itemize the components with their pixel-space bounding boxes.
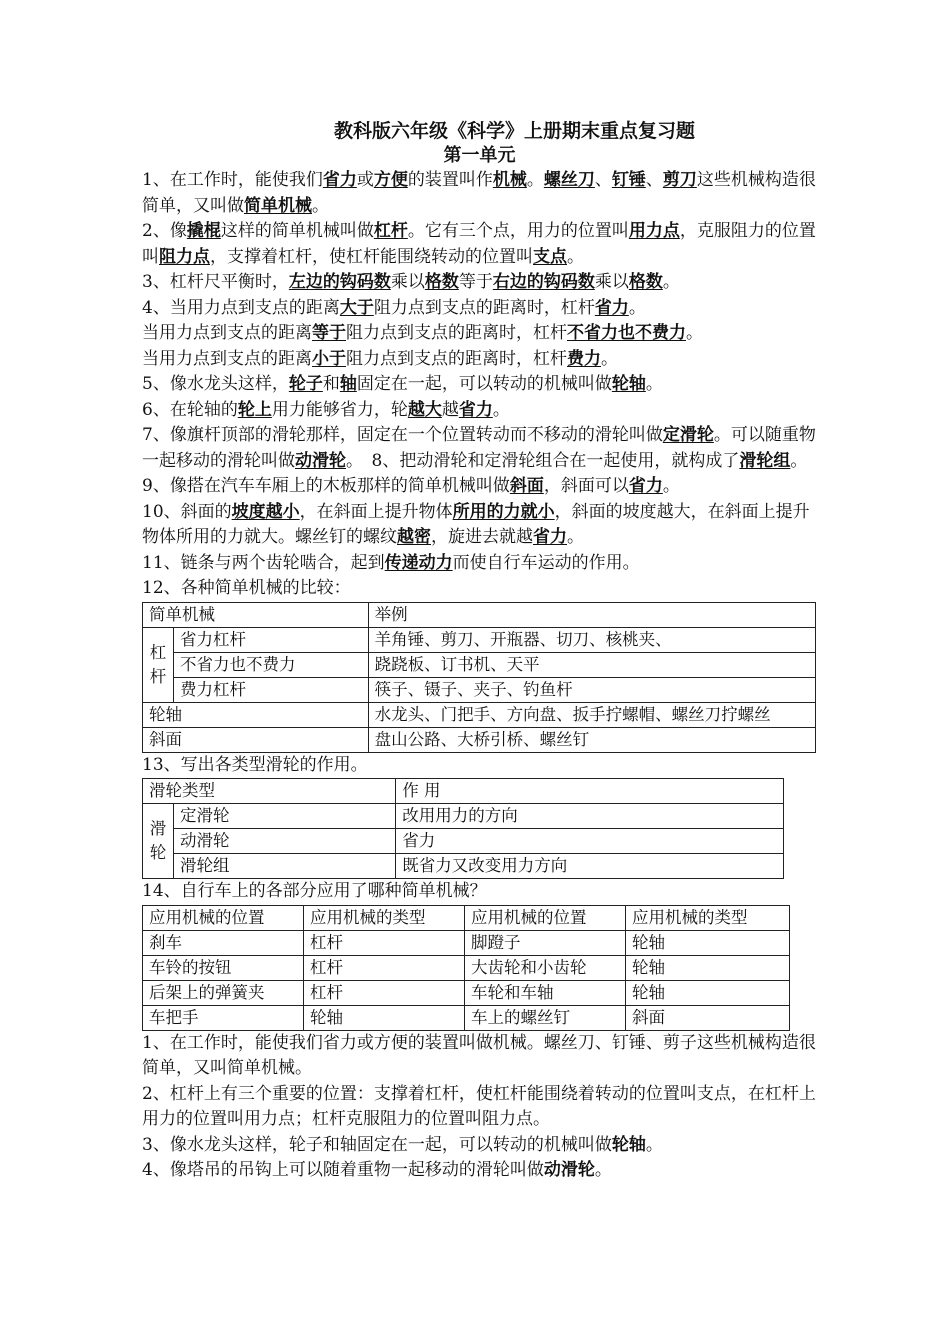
table-header-cell: 作 用 <box>396 779 784 804</box>
keyword: 螺丝刀 <box>543 170 595 190</box>
table-cell: 既省力又改变用力方向 <box>396 854 784 879</box>
keyword: 轮轴 <box>611 1134 646 1155</box>
review-3: 3、像水龙头这样，轮子和轴固定在一起，可以转动的机械叫做轮轴。 <box>142 1134 663 1155</box>
question-12: 12、各种简单机械的比较： <box>142 578 351 598</box>
table-cell: 改用用力的方向 <box>396 804 784 829</box>
table-cell: 大齿轮和小齿轮 <box>465 955 626 980</box>
keyword: 省力 <box>322 170 357 190</box>
table-row <box>143 727 816 752</box>
table-group-cell: 杠杆 <box>143 627 174 702</box>
keyword: 费力 <box>567 348 601 369</box>
table-cell: 轮轴 <box>143 702 369 727</box>
keyword: 格数 <box>424 272 459 292</box>
question-9: 9、像搭在汽车车厢上的木板那样的简单机械叫做斜面，斜面可以省力。 <box>142 476 680 496</box>
question-5: 5、像水龙头这样，轮子和轴固定在一起，可以转动的机械叫做轮轴。 <box>142 374 663 394</box>
table-cell: 轮轴 <box>626 980 790 1005</box>
table-row <box>143 829 784 854</box>
keyword: 简单机械 <box>244 195 312 216</box>
table-row <box>143 804 784 829</box>
keyword: 右边的钩码数 <box>492 272 595 292</box>
table-cell: 水龙头、门把手、方向盘、扳手拧螺帽、螺丝刀拧螺丝 <box>368 702 815 727</box>
table-cell: 车上的螺丝钉 <box>465 1005 626 1030</box>
keyword: 坡度越小 <box>231 501 300 522</box>
keyword: 动滑轮 <box>543 1160 595 1180</box>
question-4c: 当用力点到支点的距离小于阻力点到支点的距离时，杠杆费力。 <box>142 348 618 369</box>
table-cell: 杠杆 <box>304 930 465 955</box>
simple-machines-table <box>142 602 816 753</box>
table-cell: 费力杠杆 <box>174 677 369 702</box>
table-cell: 杠杆 <box>304 955 465 980</box>
keyword: 剪刀 <box>662 170 697 190</box>
keyword: 轴 <box>339 374 357 394</box>
table-cell: 省力 <box>396 829 784 854</box>
page-title: 教科版六年级《科学》上册期末重点复习题 <box>333 120 695 142</box>
question-1: 1、在工作时，能使我们省力或方便的装置叫作机械。螺丝刀、钉锤、剪刀这些机械构造很简单，又叫做简单机械。 <box>142 170 816 216</box>
keyword: 撬棍 <box>186 221 221 241</box>
table-row <box>143 702 816 727</box>
table-header-cell: 应用机械的类型 <box>626 905 790 930</box>
table-cell: 羊角锤、剪刀、开瓶器、切刀、核桃夹、 <box>368 627 815 652</box>
table-cell: 跷跷板、订书机、天平 <box>368 652 815 677</box>
table-row <box>143 652 816 677</box>
question-13: 13、写出各类型滑轮的作用。 <box>142 754 368 775</box>
question-11: 11、链条与两个齿轮啮合，起到传递动力而使自行车运动的作用。 <box>142 552 640 573</box>
table-cell: 车铃的按钮 <box>143 955 304 980</box>
question-4b: 当用力点到支点的距离等于阻力点到支点的距离时，杠杆不省力也不费力。 <box>142 323 703 343</box>
table-row <box>143 677 816 702</box>
table-cell: 轮轴 <box>626 955 790 980</box>
keyword: 所用的力就小 <box>452 501 555 522</box>
question-7-8: 7、像旗杆顶部的滑轮那样，固定在一个位置转动而不移动的滑轮叫做定滑轮。可以随重物一起移动的滑轮叫做动滑轮。 8、把动滑轮和定滑轮组合在一起使用，就构成了滑轮组。 <box>142 425 816 471</box>
keyword: 支点 <box>533 246 567 267</box>
table-cell: 后架上的弹簧夹 <box>143 980 304 1005</box>
document <box>142 118 817 1184</box>
table-cell: 车把手 <box>143 1005 304 1030</box>
keyword: 格数 <box>628 272 663 292</box>
keyword: 定滑轮 <box>662 425 714 445</box>
keyword: 用力点 <box>628 221 680 241</box>
keyword: 动滑轮 <box>295 450 346 471</box>
table-cell: 斜面 <box>143 727 369 752</box>
keyword: 省力 <box>628 476 663 496</box>
keyword: 钉锤 <box>611 170 646 190</box>
keyword: 大于 <box>339 297 374 318</box>
table-group-cell: 滑轮 <box>143 804 174 879</box>
keyword: 越密 <box>397 527 431 547</box>
table-header-row <box>143 905 790 930</box>
table-row <box>143 1005 790 1030</box>
table-header-cell: 举例 <box>368 602 815 627</box>
table-header-cell: 应用机械的位置 <box>465 905 626 930</box>
table-header-cell: 简单机械 <box>143 602 369 627</box>
pulley-table <box>142 778 784 879</box>
question-4a: 4、当用力点到支点的距离大于阻力点到支点的距离时，杠杆省力。 <box>142 297 646 318</box>
table-cell: 脚蹬子 <box>465 930 626 955</box>
table-cell: 轮轴 <box>304 1005 465 1030</box>
table-row <box>143 980 790 1005</box>
table-header-row <box>143 602 816 627</box>
keyword: 斜面 <box>509 476 544 496</box>
table-cell: 车轮和车轴 <box>465 980 626 1005</box>
keyword: 传递动力 <box>384 552 453 573</box>
keyword: 越大 <box>407 399 442 420</box>
table-cell: 定滑轮 <box>174 804 396 829</box>
keyword: 阻力点 <box>159 246 210 267</box>
table-row <box>143 930 790 955</box>
table-cell: 盘山公路、大桥引桥、螺丝钉 <box>368 727 815 752</box>
table-cell: 滑轮组 <box>174 854 396 879</box>
unit-heading: 第一单元 <box>443 145 516 166</box>
keyword: 省力 <box>533 527 567 547</box>
review-2: 2、杠杆上有三个重要的位置：支撑着杠杆，使杠杆能围绕着转动的位置叫支点，在杠杆上用力的位置叫用力点；杠杆克服阻力的位置叫阻力点。 <box>142 1083 816 1129</box>
review-1: 1、在工作时，能使我们省力或方便的装置叫做机械。螺丝刀、钉锤、剪子这些机械构造很简单，又叫简单机械。 <box>142 1032 816 1078</box>
question-3: 3、杠杆尺平衡时，左边的钩码数乘以格数等于右边的钩码数乘以格数。 <box>142 272 680 292</box>
keyword: 方便 <box>373 170 408 190</box>
table-cell: 斜面 <box>626 1005 790 1030</box>
question-6: 6、在轮轴的轮上用力能够省力，轮越大越省力。 <box>142 399 510 420</box>
table-cell: 筷子、镊子、夹子、钓鱼杆 <box>368 677 815 702</box>
table-row <box>143 854 784 879</box>
bicycle-table <box>142 905 790 1031</box>
keyword: 杠杆 <box>373 221 408 241</box>
keyword: 轮轴 <box>611 374 646 394</box>
table-row <box>143 627 816 652</box>
table-cell: 轮轴 <box>626 930 790 955</box>
keyword: 滑轮组 <box>739 450 791 471</box>
question-14: 14、自行车上的各部分应用了哪种简单机械？ <box>142 881 487 901</box>
keyword: 机械 <box>492 170 527 190</box>
table-cell: 省力杠杆 <box>174 627 369 652</box>
table-cell: 动滑轮 <box>174 829 396 854</box>
question-10: 10、斜面的坡度越小，在斜面上提升物体所用的力就小，斜面的坡度越大，在斜面上提升物体所用的力就大。螺丝钉的螺纹越密，旋进去就越省力。 <box>142 501 810 547</box>
keyword: 左边的钩码数 <box>288 272 391 292</box>
table-cell: 杠杆 <box>304 980 465 1005</box>
keyword: 等于 <box>312 323 346 343</box>
keyword: 省力 <box>594 297 629 318</box>
table-header-cell: 应用机械的位置 <box>143 905 304 930</box>
keyword: 不省力也不费力 <box>567 323 686 343</box>
table-cell: 不省力也不费力 <box>174 652 369 677</box>
table-cell: 刹车 <box>143 930 304 955</box>
keyword: 省力 <box>458 399 493 420</box>
keyword: 轮上 <box>237 399 272 420</box>
keyword: 小于 <box>312 348 346 369</box>
table-header-row <box>143 779 784 804</box>
question-2: 2、像撬棍这样的简单机械叫做杠杆。它有三个点，用力的位置叫用力点，克服阻力的位置叫阻力点，支撑着杠杆，使杠杆能围绕转动的位置叫支点。 <box>142 221 816 267</box>
review-4: 4、像塔吊的吊钩上可以随着重物一起移动的滑轮叫做动滑轮。 <box>142 1160 612 1180</box>
table-header-cell: 滑轮类型 <box>143 779 396 804</box>
keyword: 轮子 <box>288 374 323 394</box>
table-header-cell: 应用机械的类型 <box>304 905 465 930</box>
table-row <box>143 955 790 980</box>
